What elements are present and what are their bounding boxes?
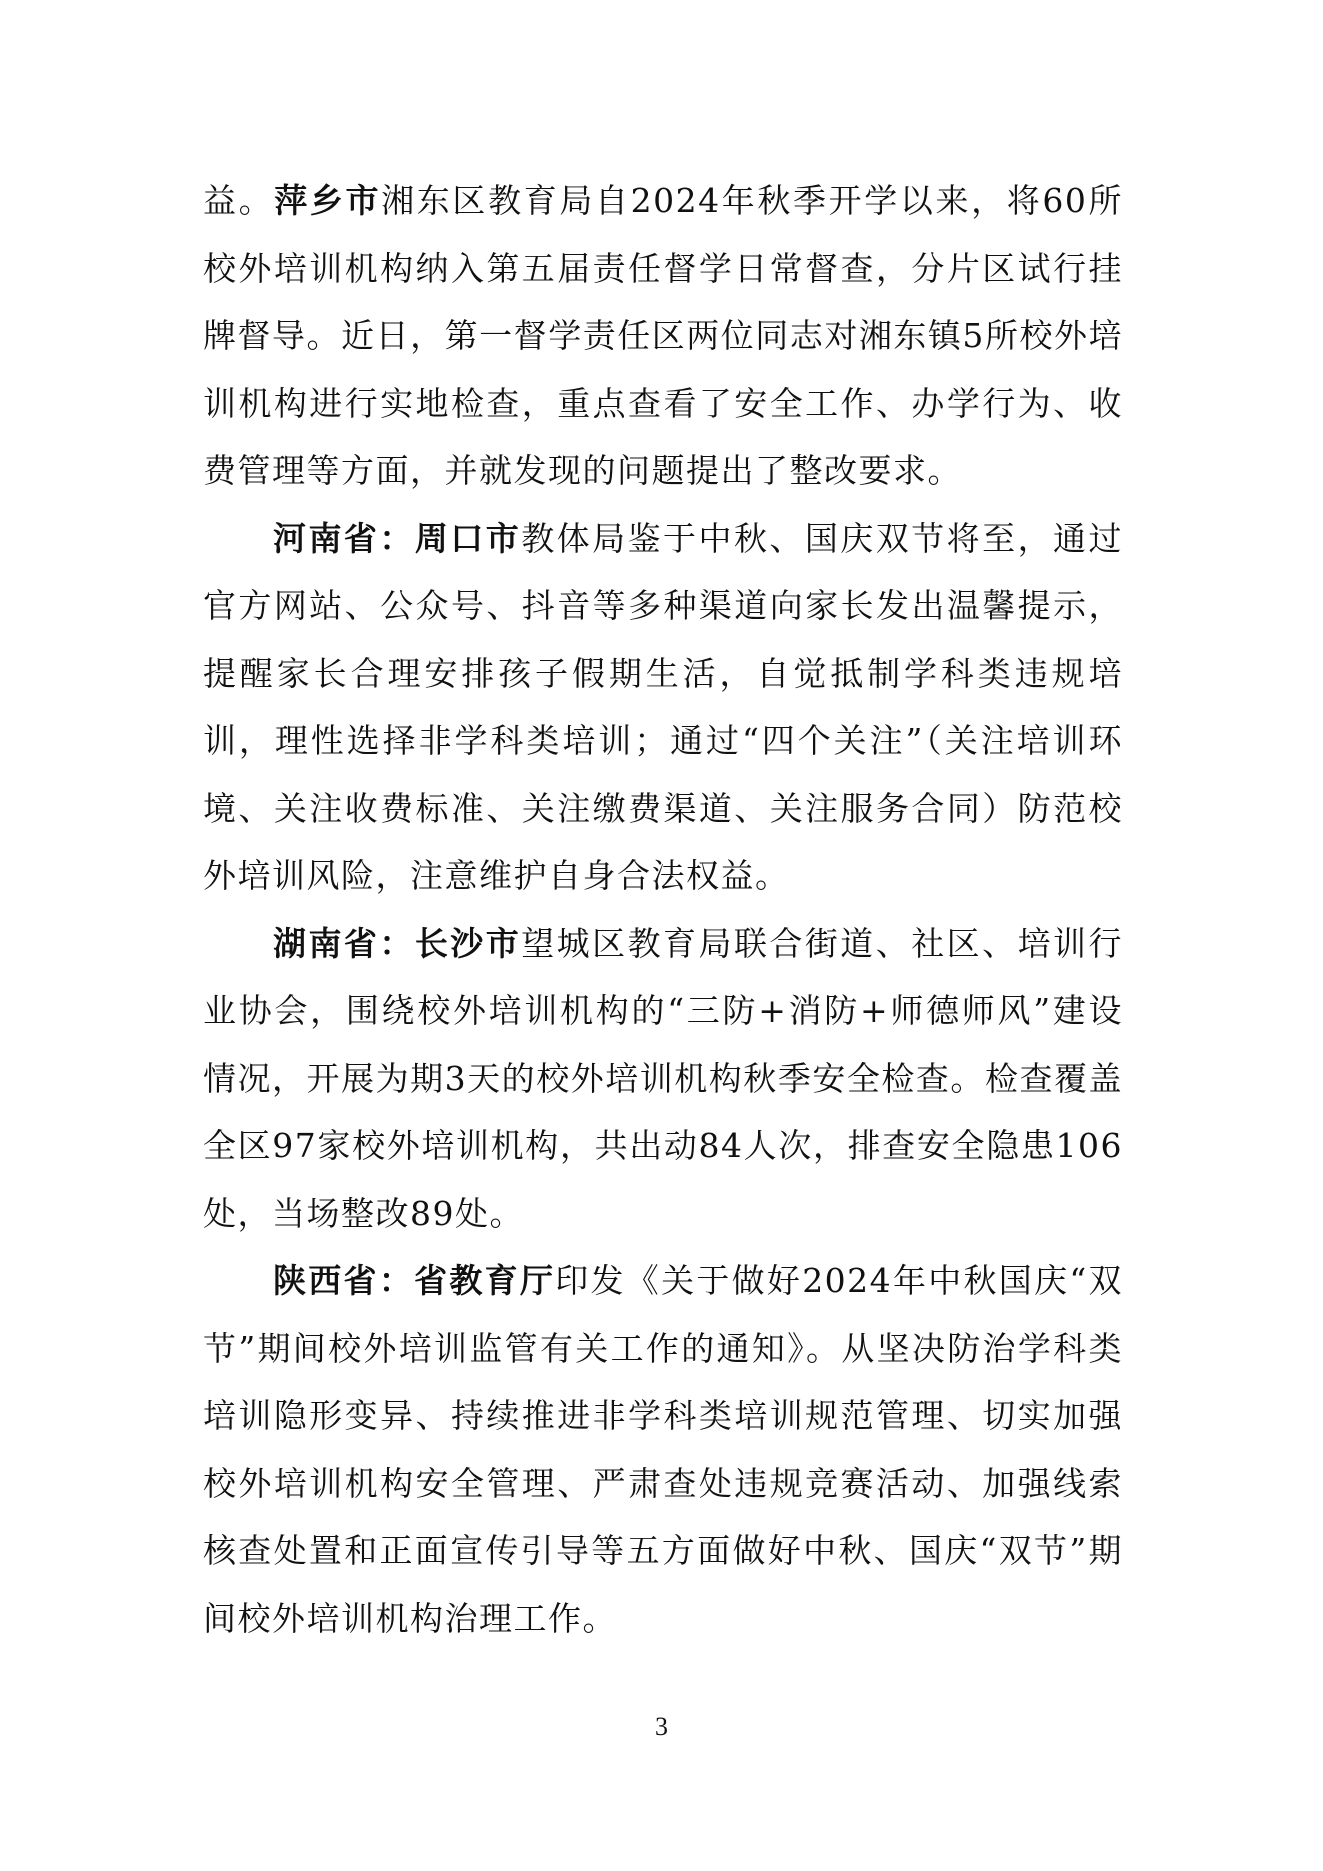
paragraph-pingxiang: [203, 167, 1123, 505]
paragraph-hunan: [203, 910, 1123, 1248]
text-segment: 望城区教育局联合街道、社区、培训行业协会，围绕校外培训机构的“三防+消防+师德师风”建设情况，开展为期3天的校外培训机构秋季安全检查。检查覆盖全区97家校外培训机构，共出动84人次，排查安全隐患106处，当场整改89处。: [203, 923, 1124, 1233]
page-number: 3: [655, 1712, 668, 1741]
province-heading-henan: 河南省：周口市: [273, 518, 522, 558]
province-heading-hunan: 湖南省：长沙市: [273, 923, 522, 963]
paragraph-shaanxi: [203, 1247, 1123, 1652]
document-body: [203, 167, 1123, 1652]
text-segment: 益。: [203, 181, 275, 220]
text-segment: 教体局鉴于中秋、国庆双节将至，通过官方网站、公众号、抖音等多种渠道向家长发出温馨提示，提醒家长合理安排孩子假期生活，自觉抵制学科类违规培训，理性选择非学科类培训；通过“四个关注”（关注培训环境、关注收费标准、关注缴费渠道、关注服务合同）防范校外培训风险，注意维护自身合法权益。: [203, 518, 1124, 895]
text-segment: 印发《关于做好2024年中秋国庆“双节”期间校外培训监管有关工作的通知》。从坚决防治学科类培训隐形变异、持续推进非学科类培训规范管理、切实加强校外培训机构安全管理、严肃查处违规竞赛活动、加强线索核查处置和正面宣传引导等五方面做好中秋、国庆“双节”期间校外培训机构治理工作。: [203, 1261, 1123, 1638]
city-name-pingxiang: 萍乡市: [274, 181, 382, 220]
paragraph-henan: [203, 505, 1123, 910]
text-segment: 湘东区教育局自2024年秋季开学以来，将60所校外培训机构纳入第五届责任督学日常督查，分片区试行挂牌督导。近日，第一督学责任区两位同志对湘东镇5所校外培训机构进行实地检查，重点查看了安全工作、办学行为、收费管理等方面，并就发现的问题提出了整改要求。: [203, 181, 1124, 490]
province-heading-shaanxi: 陕西省：省教育厅: [273, 1261, 556, 1300]
